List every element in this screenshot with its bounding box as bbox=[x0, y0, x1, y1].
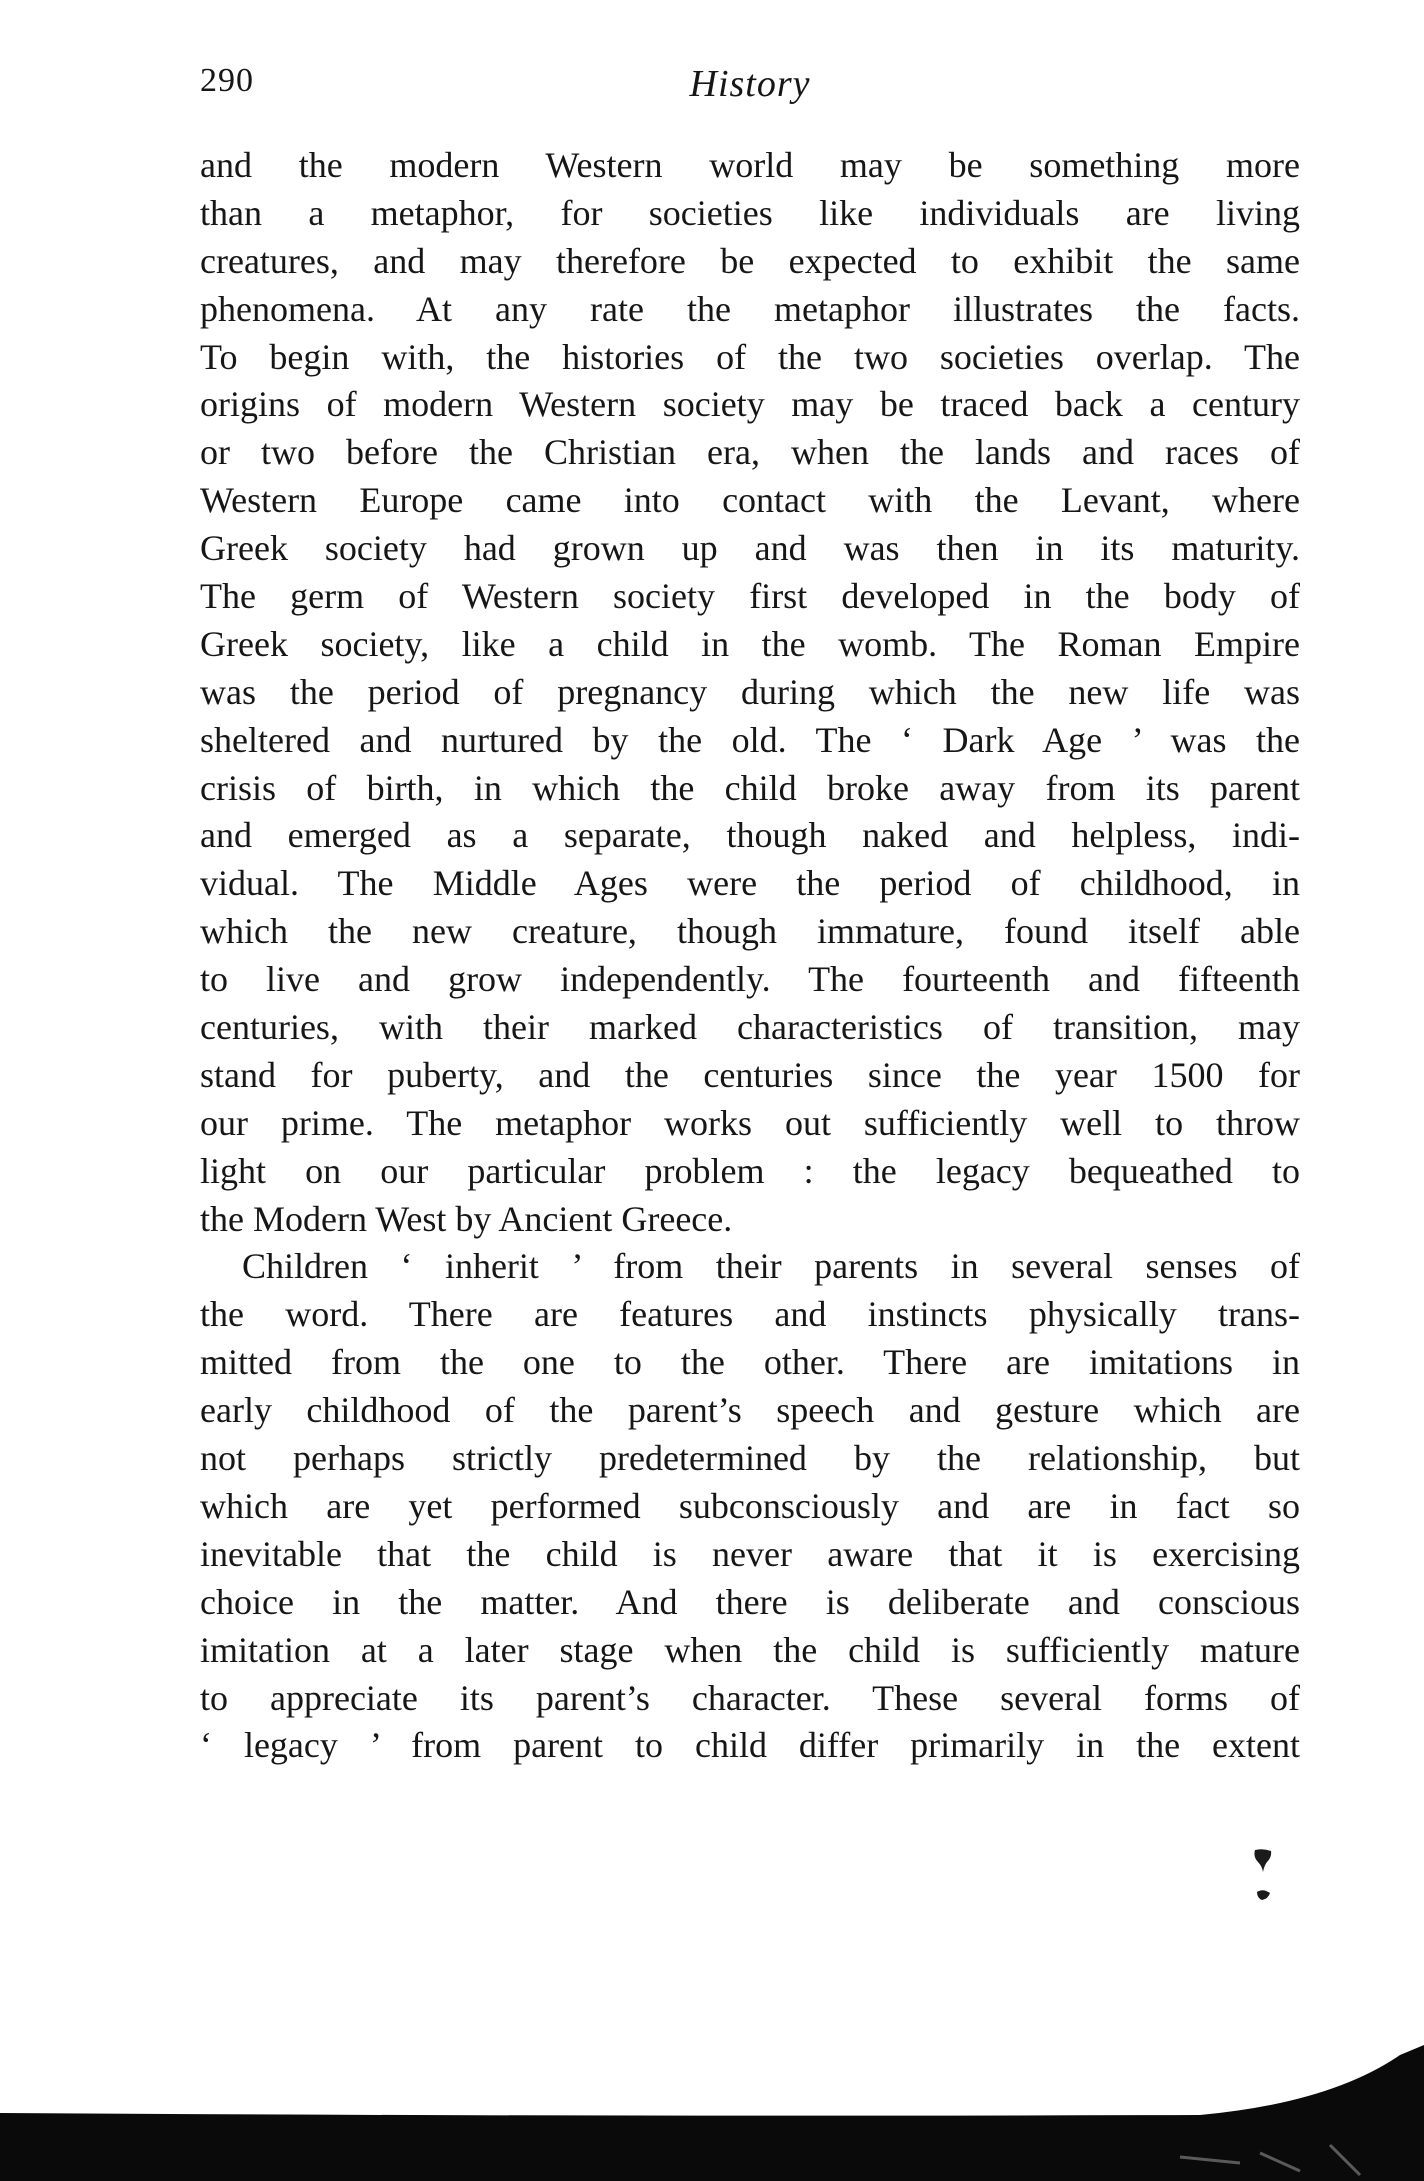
text-line: sheltered and nurtured by the old. The ‘ Dark Age ’ was the bbox=[200, 719, 1300, 760]
paragraph bbox=[200, 142, 1300, 1243]
text-line: to appreciate its parent’s character. These several forms of bbox=[200, 1677, 1300, 1718]
text-line: Children ‘ inherit ’ from their parents in several senses of bbox=[242, 1246, 1300, 1287]
printer-ornament-icon bbox=[1252, 1848, 1274, 1902]
text-line: our prime. The metaphor works out sufficiently well to throw bbox=[200, 1102, 1300, 1143]
text-line: light on our particular problem : the legacy bequeathed to bbox=[200, 1150, 1300, 1191]
page-number: 290 bbox=[200, 62, 254, 99]
text-line: stand for puberty, and the centuries since the year 1500 for bbox=[200, 1054, 1300, 1095]
text-line: creatures, and may therefore be expected to exhibit the same bbox=[200, 240, 1300, 281]
text-line: phenomena. At any rate the metaphor illustrates the facts. bbox=[200, 288, 1300, 329]
text-line: than a metaphor, for societies like individuals are living bbox=[200, 192, 1300, 233]
scan-edge-shadow bbox=[0, 2045, 1424, 2181]
paragraph bbox=[200, 1243, 1300, 1770]
text-line: and the modern Western world may be something more bbox=[200, 145, 1300, 185]
text-line: imitation at a later stage when the child is sufficiently mature bbox=[200, 1629, 1300, 1670]
text-line: which the new creature, though immature, found itself able bbox=[200, 911, 1300, 952]
text-line: Western Europe came into contact with the Levant, where bbox=[200, 480, 1300, 521]
text-line: inevitable that the child is never aware that it is exercising bbox=[200, 1533, 1300, 1574]
text-line: the Modern West by Ancient Greece. bbox=[200, 1198, 733, 1239]
text-line: to live and grow independently. The fourteenth and fifteenth bbox=[200, 959, 1300, 1000]
text-line: early childhood of the parent’s speech and gesture which are bbox=[200, 1390, 1300, 1431]
text-line: vidual. The Middle Ages were the period of childhood, in bbox=[200, 863, 1300, 904]
running-head: History bbox=[689, 63, 811, 105]
text-line: crisis of birth, in which the child broke away from its parent bbox=[200, 767, 1300, 808]
text-line: was the period of pregnancy during which the new life was bbox=[200, 671, 1300, 712]
text-line: choice in the matter. And there is deliberate and conscious bbox=[200, 1581, 1300, 1622]
body-text bbox=[200, 142, 1300, 1770]
text-line: the word. There are features and instincts physically trans- bbox=[200, 1294, 1300, 1335]
text-line: which are yet performed subconsciously and are in fact so bbox=[200, 1485, 1300, 1526]
text-line: and emerged as a separate, though naked and helpless, indi- bbox=[200, 815, 1300, 856]
text-line: origins of modern Western society may be traced back a century bbox=[200, 384, 1300, 425]
text-line: centuries, with their marked characteristics of transition, may bbox=[200, 1007, 1300, 1048]
text-line: To begin with, the histories of the two societies overlap. The bbox=[200, 336, 1300, 377]
text-line: mitted from the one to the other. There are imitations in bbox=[200, 1342, 1300, 1383]
text-line: The germ of Western society first developed in the body of bbox=[200, 576, 1300, 617]
text-line: or two before the Christian era, when the lands and races of bbox=[200, 432, 1300, 473]
text-line: Greek society, like a child in the womb. The Roman Empire bbox=[200, 623, 1300, 664]
text-line: not perhaps strictly predetermined by the relationship, but bbox=[200, 1438, 1300, 1479]
text-line: Greek society had grown up and was then in its maturity. bbox=[200, 528, 1300, 569]
text-line: ‘ legacy ’ from parent to child differ primarily in the extent bbox=[200, 1725, 1300, 1766]
page-header bbox=[200, 62, 1300, 122]
